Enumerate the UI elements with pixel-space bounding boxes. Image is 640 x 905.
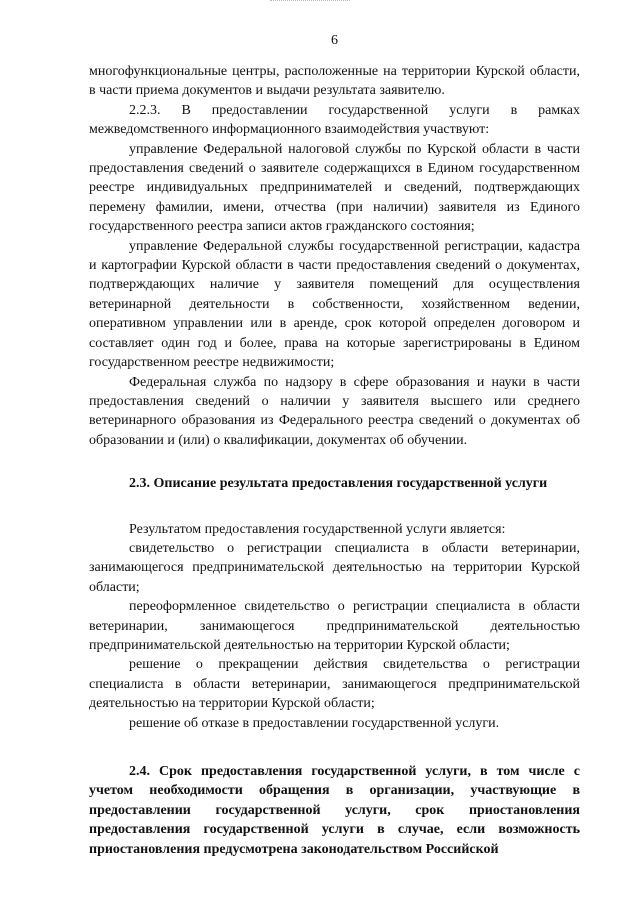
paragraph-tax-service: управление Федеральной налоговой службы по Курской области в части предоставления сведений о заявителе содержащихся в Едином государственном реестре индивидуальных предпринимателей и сведений, подтверждающих перемену фамилии, имени, отчества (при наличии) заявителя из Единого государственного реестра записи актов гражданского состояния; [89, 141, 580, 235]
result-intro: Результатом предоставления государственной услуги является: [129, 521, 506, 537]
section-heading-2-4: 2.4. Срок предоставления государственной услуги, в том числе с учетом необходимости обращения в организации, участвующие в предоставлении государственной услуги, срок приостановления предоставления государственной услуги в случае, если возможность приостановления предусмотрена законодательством Российской [89, 764, 580, 857]
paragraph-mfc: многофункциональные центры, расположенные на территории Курской области, в части приема документов и выдачи результата заявителю. [89, 64, 580, 99]
paragraph-2-2-3: 2.2.3. В предоставлении государственной услуги в рамках межведомственного информационного взаимодействия участвуют: [89, 102, 580, 138]
result-item-certificate: свидетельство о регистрации специалиста в области ветеринарии, занимающегося предпринимательской деятельностью на территории Курской области; [89, 540, 580, 595]
paragraph-education-service: Федеральная служба по надзору в сфере образования и науки в части предоставления сведений о наличии у заявителя высшего или среднего ветеринарного образования из Федерального реестра сведений о документах об образовании и (или) о квалификации, документах об обучении. [89, 374, 580, 448]
paragraph-registration-service: управление Федеральной службы государственной регистрации, кадастра и картографии Курской области в части предоставления сведений о документах, подтверждающих наличие у заявителя помещений для осуществления ветеринарной деятельности в собственности, хозяйственном ведении, оперативном управлении или в аренде, срок которой определен договором и составляет один год и более, права на которые зарегистрированы в Едином государственном реестре недвижимости; [89, 238, 580, 371]
scan-artifact [270, 0, 350, 3]
result-item-refusal: решение об отказе в предоставлении государственной услуги. [129, 715, 500, 731]
result-item-reissued-certificate: переоформленное свидетельство о регистрации специалиста в области ветеринарии, занимающегося предпринимательской деятельностью предпринимательской деятельностью на территории Курской области; [89, 599, 580, 653]
page-number: 6 [331, 33, 338, 48]
result-item-termination: решение о прекращении действия свидетельства о регистрации специалиста в области ветеринарии, занимающегося предпринимательской деятельностью на территории Курской области; [89, 657, 580, 712]
section-heading-2-3: 2.3. Описание результата предоставления государственной услуги [129, 476, 548, 492]
